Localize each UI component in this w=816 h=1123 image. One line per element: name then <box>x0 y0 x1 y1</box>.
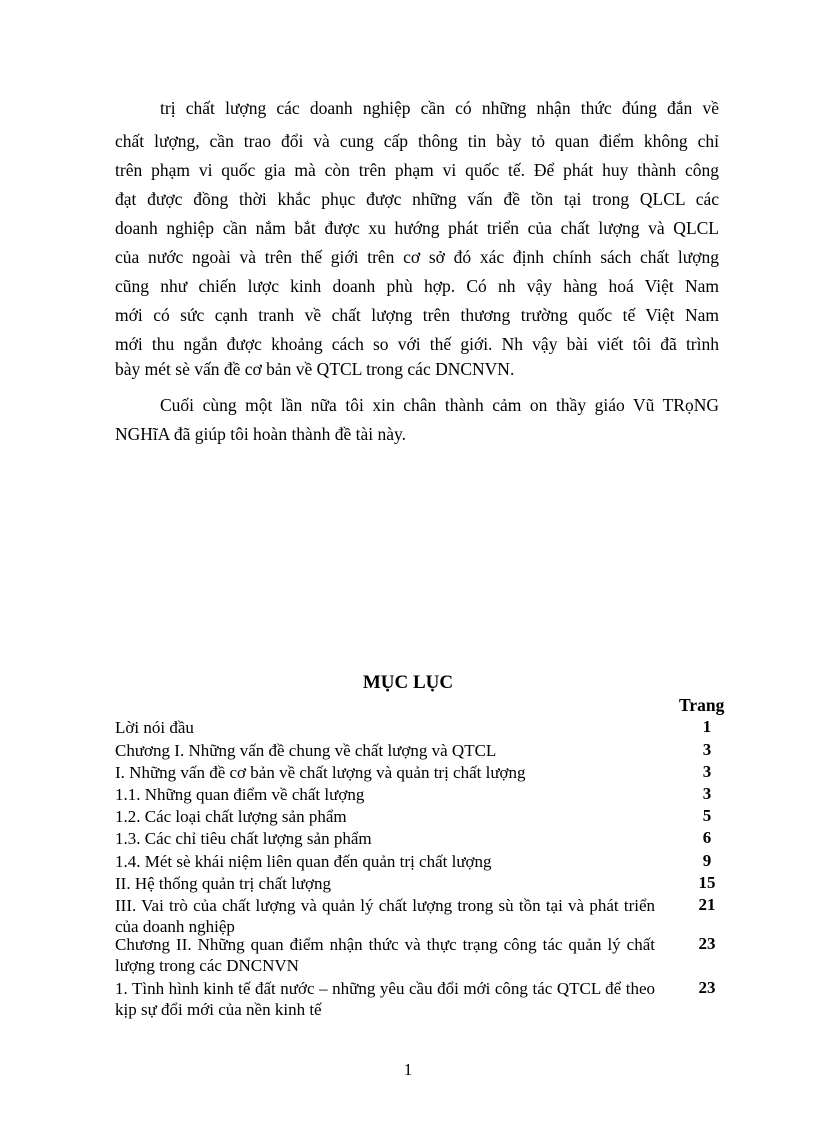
toc-entry-page: 23 <box>698 934 716 953</box>
toc-entry-title: 1.4. Mét sè khái niệm liên quan đến quản trị chất lượng <box>115 852 492 871</box>
paragraph-line: Cuối cùng một lần nữa tôi xin chân thành cảm on thầy giáo Vũ TRọNG <box>160 395 719 415</box>
toc-entry-page: 3 <box>702 762 712 781</box>
toc-entry-title: II. Hệ thống quản trị chất lượng <box>115 874 332 893</box>
paragraph-line: cũng như chiến lược kinh doanh phù hợp. Có nh vậy hàng hoá Việt Nam <box>115 276 719 296</box>
toc-entry-title: 1.1. Những quan điểm về chất lượng <box>115 785 365 804</box>
toc-entry-page: 6 <box>702 828 712 847</box>
toc-entry-title: 1.2. Các loại chất lượng sản phẩm <box>115 807 347 826</box>
toc-entry-title: Chương I. Những vấn đề chung về chất lượng và QTCL <box>115 741 497 760</box>
page-number: 1 <box>403 1060 413 1079</box>
toc-entry-title: 1. Tình hình kinh tế đất nước – những yêu cầu đổi mới công tác QTCL để theo kịp sự đổi mới của nền kinh tế <box>115 979 655 1019</box>
paragraph-line: trên phạm vi quốc gia mà còn trên phạm vi quốc tế. Để phát huy thành công <box>115 160 719 180</box>
toc-entry-page: 5 <box>702 806 712 825</box>
paragraph-line: trị chất lượng các doanh nghiệp cần có những nhận thức đúng đắn về <box>160 98 719 118</box>
toc-entry-title: Lời nói đầu <box>115 718 194 737</box>
toc-entry-page: 3 <box>702 740 712 759</box>
toc-entry-title: III. Vai trò của chất lượng và quản lý chất lượng trong sù tồn tại và phát triển của doanh nghiệp <box>115 896 655 936</box>
toc-heading: MỤC LỤC <box>362 672 454 693</box>
paragraph-line: chất lượng, cần trao đổi và cung cấp thông tin bày tỏ quan điểm không chỉ <box>115 131 719 151</box>
toc-entry-page: 21 <box>698 895 716 914</box>
toc-entry-title: 1.3. Các chỉ tiêu chất lượng sản phẩm <box>115 829 372 848</box>
toc-entry-title: I. Những vấn đề cơ bản về chất lượng và quản trị chất lượng <box>115 763 526 782</box>
paragraph-line: mới có sức cạnh tranh về chất lượng trên thương trường quốc tế Việt Nam <box>115 305 719 325</box>
paragraph-line: doanh nghiệp cần nắm bắt được xu hướng phát triển của chất lượng và QLCL <box>115 218 719 238</box>
paragraph-line: của nước ngoài và trên thế giới trên cơ sở đó xác định chính sách chất lượng <box>115 247 719 267</box>
toc-entry-title: Chương II. Những quan điểm nhận thức và thực trạng công tác quản lý chất lượng trong các DNCNVN <box>115 935 655 975</box>
paragraph-line: đạt được đồng thời khắc phục được những vấn đề tồn tại trong QLCL các <box>115 189 719 209</box>
toc-entry-page: 15 <box>698 873 716 892</box>
toc-entry-page: 1 <box>702 717 712 736</box>
paragraph-line: mới thu ngắn được khoảng cách so với thế giới. Nh vậy bài viết tôi đã trình <box>115 334 719 354</box>
paragraph-line: bày mét sè vấn đề cơ bản về QTCL trong các DNCNVN. <box>115 359 515 379</box>
paragraph-line: NGHĩA đã giúp tôi hoàn thành đề tài này. <box>115 424 406 444</box>
toc-page-column-header: Trang <box>679 695 725 715</box>
toc-entry-page: 9 <box>702 851 712 870</box>
toc-entry-page: 3 <box>702 784 712 803</box>
toc-entry-page: 23 <box>698 978 716 997</box>
